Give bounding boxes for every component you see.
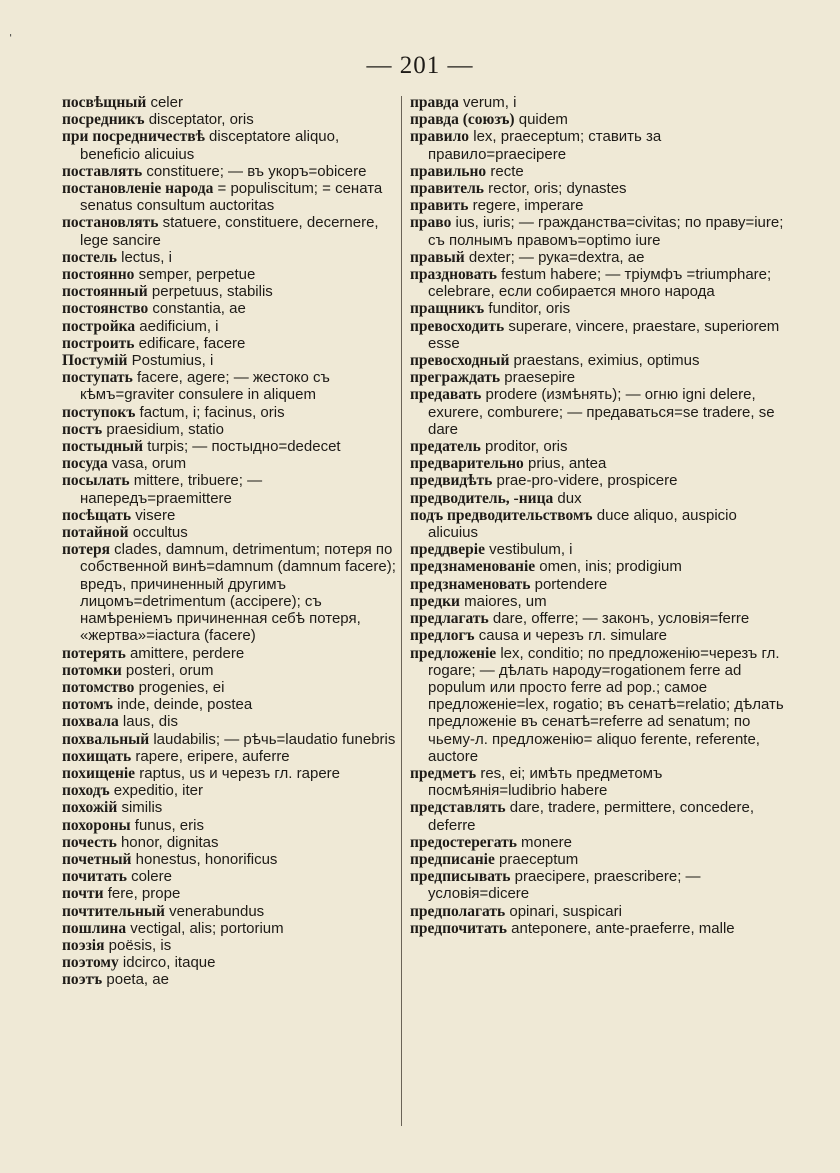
entry-headword: потомство: [62, 678, 135, 696]
entry-translation: venerabundus: [164, 902, 265, 920]
entry-translation: progenies, ei: [134, 678, 225, 696]
entry-headword: предварительно: [410, 455, 524, 473]
entry-translation: recte: [486, 162, 524, 180]
entry-headword: пращникъ: [410, 300, 485, 318]
dictionary-entry: [410, 576, 786, 593]
entry-translation: praestans, eximius, optimus: [509, 352, 700, 370]
entry-headword: правильно: [410, 162, 487, 180]
entry-headword: поэтъ: [62, 971, 103, 989]
entry-headword: почетный: [62, 850, 132, 868]
entry-headword: почти: [62, 885, 104, 903]
entry-headword: похвала: [62, 713, 119, 731]
dictionary-entry: [410, 799, 786, 833]
dictionary-entry: [410, 472, 786, 489]
entry-headword: превосходный: [410, 352, 510, 370]
entry-translation: lex, praeceptum; ставить за правило=praecipere: [428, 128, 662, 163]
entry-translation: prae-pro-videre, prospicere: [492, 472, 678, 490]
entry-translation: constituere; — въ укоръ=obicere: [142, 162, 367, 180]
entry-translation: disceptator, oris: [144, 111, 254, 129]
entry-translation: regere, imperare: [468, 197, 584, 215]
dictionary-entry: [62, 782, 396, 799]
entry-translation: visere: [131, 506, 176, 524]
entry-headword: предводитель, -ница: [410, 489, 554, 507]
entry-headword: постыдный: [62, 438, 144, 456]
entry-headword: предписаніе: [410, 850, 495, 868]
right-column: [410, 94, 786, 937]
entry-headword: предатель: [410, 438, 481, 456]
dictionary-entry: [410, 197, 786, 214]
dictionary-entry: [410, 920, 786, 937]
entry-translation: aedificium, i: [135, 317, 219, 335]
entry-translation: prius, antea: [523, 455, 607, 473]
left-column: [62, 94, 396, 989]
entry-headword: представлять: [410, 799, 506, 817]
entry-translation: causa и черезъ гл. simulare: [474, 627, 668, 645]
entry-headword: поэзія: [62, 936, 105, 954]
dictionary-entry: [410, 645, 786, 765]
entry-translation: factum, i; facinus, oris: [135, 403, 285, 421]
entry-translation: perpetuus, stabilis: [147, 283, 273, 301]
dictionary-entry: [410, 249, 786, 266]
dictionary-entry: [62, 300, 396, 317]
entry-headword: предлогъ: [410, 627, 475, 645]
entry-translation: prodere (измѣнять); — огню igni delere, exurere, comburere; — предаваться=se tradere, se dare: [428, 386, 775, 438]
entry-translation: facere, agere; — жестоко съ кѣмъ=graviter consulere in aliquem: [80, 369, 330, 404]
margin-mark: ˈ: [8, 32, 14, 49]
entry-headword: предвидѣть: [410, 472, 493, 490]
entry-translation: lectus, i: [116, 248, 172, 266]
entry-translation: inde, deinde, postea: [112, 696, 253, 714]
entry-headword: походъ: [62, 782, 110, 800]
entry-translation: portendere: [530, 575, 608, 593]
entry-headword: правда (союзъ): [410, 111, 515, 129]
entry-headword: править: [410, 197, 469, 215]
dictionary-entry: [410, 455, 786, 472]
dictionary-entry: [410, 128, 786, 162]
entry-headword: предавать: [410, 386, 482, 404]
entry-headword: постановленіе народа: [62, 180, 214, 198]
entry-translation: expeditio, iter: [109, 782, 204, 800]
dictionary-entry: [410, 386, 786, 438]
entry-headword: пошлина: [62, 919, 127, 937]
entry-translation: praecipere, praescribere; — условія=dicere: [428, 868, 701, 903]
entry-translation: verum, i: [458, 94, 517, 111]
entry-headword: похвальный: [62, 730, 150, 748]
entry-headword: предметъ: [410, 764, 477, 782]
entry-headword: постоянство: [62, 300, 149, 318]
entry-headword: предпочитать: [410, 919, 507, 937]
dictionary-entry: [410, 180, 786, 197]
dictionary-entry: [410, 593, 786, 610]
entry-translation: mittere, tribuere; — напередъ=praemittere: [80, 472, 263, 507]
dictionary-entry: [62, 971, 396, 988]
entry-headword: предложеніе: [410, 644, 497, 662]
entry-translation: dare, offerre; — законъ, условія=ferre: [488, 610, 750, 628]
dictionary-entry: [62, 163, 396, 180]
entry-headword: посредникъ: [62, 111, 145, 129]
dictionary-entry: [410, 903, 786, 920]
dictionary-entry: [62, 214, 396, 248]
entry-translation: honor, dignitas: [116, 833, 219, 851]
entry-headword: постоянно: [62, 266, 135, 284]
dictionary-entry: [410, 111, 786, 128]
entry-translation: anteponere, ante-praeferre, malle: [506, 919, 735, 937]
dictionary-entry: [62, 369, 396, 403]
entry-translation: poësis, is: [104, 936, 172, 954]
entry-translation: opinari, suspicari: [505, 902, 622, 920]
dictionary-entry: [62, 318, 396, 335]
entry-headword: похищеніе: [62, 764, 136, 782]
entry-headword: посвѣщный: [62, 94, 147, 111]
dictionary-entry: [410, 300, 786, 317]
entry-translation: festum habere; — тріумфъ =triumphare; celebrare, если собирается много народа: [428, 266, 772, 301]
entry-headword: предзнаменовать: [410, 575, 531, 593]
dictionary-entry: [62, 748, 396, 765]
dictionary-entry: [62, 799, 396, 816]
dictionary-entry: [410, 610, 786, 627]
entry-headword: поэтому: [62, 954, 119, 972]
entry-translation: rector, oris; dynastes: [484, 180, 627, 198]
entry-headword: правитель: [410, 180, 484, 198]
entry-headword: поступать: [62, 369, 133, 387]
entry-headword: потомки: [62, 661, 122, 679]
entry-translation: laudabilis; — рѣчь=laudatio funebris: [149, 730, 396, 748]
dictionary-entry: [62, 128, 396, 162]
entry-translation: rapere, eripere, auferre: [131, 747, 290, 765]
dictionary-entry: [410, 163, 786, 180]
entry-translation: vasa, orum: [107, 455, 187, 473]
entry-headword: Постумій: [62, 352, 128, 370]
dictionary-entry: [62, 731, 396, 748]
dictionary-entry: [62, 283, 396, 300]
entry-headword: посылать: [62, 472, 130, 490]
entry-headword: потерять: [62, 644, 126, 662]
entry-headword: посуда: [62, 455, 108, 473]
entry-headword: постъ: [62, 420, 103, 438]
entry-translation: fere, prope: [103, 885, 181, 903]
dictionary-entry: [62, 920, 396, 937]
entry-translation: honestus, honorificus: [131, 850, 278, 868]
dictionary-entry: [410, 318, 786, 352]
entry-headword: правда: [410, 94, 459, 111]
entry-translation: similis: [117, 799, 163, 817]
entry-translation: praesepire: [500, 369, 576, 387]
dictionary-entry: [62, 851, 396, 868]
entry-translation: praesidium, statio: [102, 420, 224, 438]
entry-headword: потеря: [62, 541, 110, 559]
dictionary-entry: [62, 507, 396, 524]
dictionary-entry: [410, 834, 786, 851]
entry-translation: vectigal, alis; portorium: [126, 919, 284, 937]
entry-headword: праздновать: [410, 266, 497, 284]
entry-translation: duce aliquo, auspicio alicuius: [428, 506, 737, 542]
dictionary-entry: [62, 903, 396, 920]
entry-translation: monere: [516, 833, 572, 851]
entry-translation: funditor, oris: [484, 300, 571, 318]
dictionary-entry: [62, 472, 396, 506]
dictionary-entry: [62, 249, 396, 266]
dictionary-entry: [62, 954, 396, 971]
dictionary-entry: [62, 765, 396, 782]
entry-headword: похороны: [62, 816, 131, 834]
entry-translation: superare, vincere, praestare, superiorem esse: [428, 317, 780, 352]
entry-headword: предки: [410, 592, 460, 610]
dictionary-entry: [62, 404, 396, 421]
dictionary-entry: [62, 937, 396, 954]
entry-translation: Postumius, i: [127, 352, 214, 370]
dictionary-entry: [410, 868, 786, 902]
entry-translation: dux: [553, 489, 582, 507]
entry-headword: почесть: [62, 833, 117, 851]
entry-headword: поступокъ: [62, 403, 136, 421]
entry-headword: почитать: [62, 868, 127, 886]
entry-translation: praeceptum: [494, 850, 579, 868]
entry-translation: vestibulum, i: [484, 541, 573, 559]
entry-headword: превосходить: [410, 317, 505, 335]
entry-headword: постоянный: [62, 283, 148, 301]
entry-translation: res, ei; имѣть предметомъ посмѣянія=ludibrio habere: [428, 764, 663, 800]
entry-translation: edificare, facere: [134, 334, 246, 352]
dictionary-entry: [410, 352, 786, 369]
entry-translation: laus, dis: [118, 713, 178, 731]
entry-headword: потомъ: [62, 696, 113, 714]
dictionary-entry: [62, 696, 396, 713]
dictionary-entry: [410, 490, 786, 507]
entry-translation: funus, eris: [130, 816, 204, 834]
entry-headword: предлагать: [410, 610, 489, 628]
dictionary-entry: [410, 94, 786, 111]
entry-headword: подъ предводительствомъ: [410, 506, 593, 524]
dictionary-entry: [62, 817, 396, 834]
entry-translation: disceptatore aliquo, beneficio alicuius: [80, 128, 340, 163]
entry-headword: при посредничествѣ: [62, 128, 205, 146]
dictionary-entry: [62, 524, 396, 541]
entry-translation: turpis; — постыдно=dedecet: [143, 438, 341, 456]
dictionary-entry: [62, 266, 396, 283]
entry-translation: poeta, ae: [102, 971, 169, 989]
page-number: — 201 —: [366, 52, 474, 79]
dictionary-entry: [410, 765, 786, 799]
entry-headword: поставлять: [62, 162, 143, 180]
dictionary-entry: [410, 214, 786, 248]
entry-translation: proditor, oris: [480, 438, 568, 456]
dictionary-entry: [62, 352, 396, 369]
entry-translation: posteri, orum: [121, 661, 214, 679]
column-divider: [401, 96, 402, 1126]
dictionary-entry: [62, 111, 396, 128]
entry-headword: похищать: [62, 747, 132, 765]
dictionary-entry: [410, 266, 786, 300]
entry-translation: = populiscitum; = сената senatus consultum auctoritas: [80, 180, 383, 215]
dictionary-entry: [62, 662, 396, 679]
entry-translation: occultus: [128, 524, 188, 542]
entry-headword: предписывать: [410, 868, 511, 886]
entry-headword: предостерегать: [410, 833, 517, 851]
dictionary-entry: [62, 438, 396, 455]
entry-headword: постановлять: [62, 214, 159, 232]
entry-translation: omen, inis; prodigium: [535, 558, 682, 576]
entry-translation: semper, perpetue: [134, 266, 256, 284]
entry-headword: постройка: [62, 317, 136, 335]
dictionary-entry: [62, 834, 396, 851]
dictionary-entry: [62, 541, 396, 644]
dictionary-entry: [62, 868, 396, 885]
dictionary-entry: [62, 94, 396, 111]
dictionary-entry: [62, 421, 396, 438]
entry-translation: statuere, constituere, decernere, lege sancire: [80, 214, 379, 249]
entry-translation: constantia, ae: [148, 300, 246, 318]
dictionary-entry: [410, 627, 786, 644]
dictionary-entry: [62, 455, 396, 472]
dictionary-entry: [410, 558, 786, 575]
dictionary-entry: [410, 851, 786, 868]
entry-headword: правый: [410, 248, 465, 266]
entry-headword: предполагать: [410, 902, 506, 920]
dictionary-entry: [62, 645, 396, 662]
entry-headword: почтительный: [62, 902, 165, 920]
entry-translation: dexter; — рука=dextra, ae: [464, 248, 645, 266]
dictionary-entry: [62, 885, 396, 902]
entry-headword: право: [410, 214, 452, 232]
entry-translation: amittere, perdere: [125, 644, 245, 662]
dictionary-entry: [62, 180, 396, 214]
entry-headword: похожій: [62, 799, 118, 817]
entry-headword: посѣщать: [62, 506, 132, 524]
dictionary-entry: [410, 541, 786, 558]
dictionary-entry: [62, 679, 396, 696]
entry-headword: потайной: [62, 524, 129, 542]
entry-headword: постель: [62, 248, 117, 266]
dictionary-entry: [410, 369, 786, 386]
entry-translation: colere: [126, 868, 172, 886]
entry-headword: построить: [62, 334, 135, 352]
entry-translation: ius, iuris; — гражданства=civitas; по праву=iure; съ полнымъ правомъ=optimo iure: [428, 214, 784, 249]
dictionary-entry: [62, 713, 396, 730]
entry-translation: dare, tradere, permittere, concedere, deferre: [428, 799, 755, 834]
entry-translation: lex, conditio; по предложенію=черезъ гл. rogare; — дѣлать народу=rogationem ferre ad populum или просто ferre ad pop.; самое предложеніе=lex, rogatio; въ сенатѣ=relatio; дѣлать предложеніе въ сенатѣ=referre ad senatum; по чьему-л. предложенію= aliquo ferente, referente, auctore: [428, 644, 784, 765]
entry-translation: maiores, um: [459, 592, 547, 610]
dictionary-entry: [410, 438, 786, 455]
entry-translation: clades, damnum, detrimentum; потеря по собственной винѣ=damnum (damnum facere); вредъ, причиненный другимъ лицомъ=detrimentum (accipere); съ намѣреніемъ причиненная себѣ потеря, «жертва»=iactura (facere): [80, 541, 396, 645]
entry-headword: преддверіе: [410, 541, 485, 559]
entry-translation: celer: [146, 94, 183, 111]
entry-headword: предзнаменованіе: [410, 558, 536, 576]
entry-translation: raptus, us и черезъ гл. rapere: [135, 764, 341, 782]
dictionary-entry: [62, 335, 396, 352]
entry-headword: преграждать: [410, 369, 501, 387]
entry-translation: quidem: [514, 111, 568, 129]
entry-headword: правило: [410, 128, 470, 146]
entry-translation: idcirco, itaque: [118, 954, 216, 972]
dictionary-entry: [410, 507, 786, 541]
